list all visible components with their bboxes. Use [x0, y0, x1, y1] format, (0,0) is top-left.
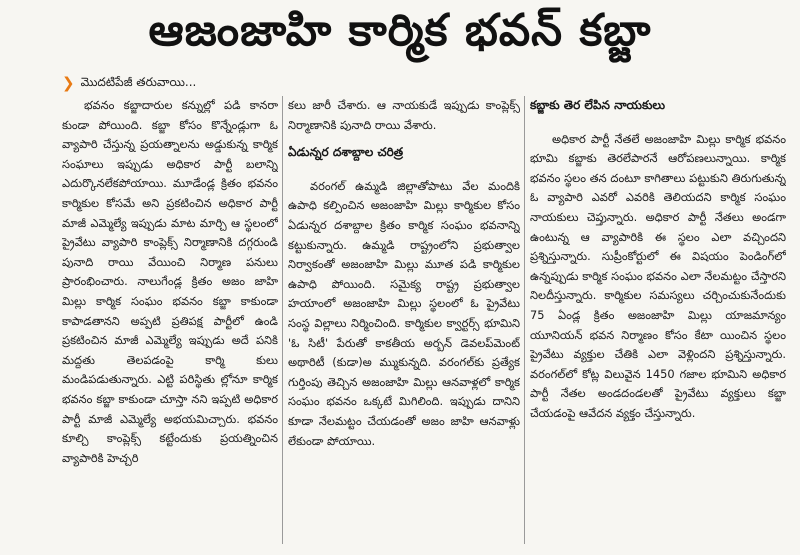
column-2	[288, 96, 520, 548]
col1-paragraph: భవనం కబ్జాదారుల కన్నుల్లో పడి కానరా కుండా పోయింది. కబ్జా కోసం కొన్నేండ్లుగా ఓ వ్యాపారి చేస్తున్న ప్రయత్నాలను అడ్డుకున్న కార్మిక సంఘాలు ఇప్పుడు అధికార పార్టీ బలాన్ని ఎదుర్కొనలేకపోయాయి. మూడేండ్ల క్రితం భవనం కార్మికుల కోసమే అని ప్రకటించిన అధికార పార్టీ మాజీ ఎమ్మెల్యే ఇప్పుడు మాట మార్చి ఆ స్థలంలో ప్రైవేటు వ్యాపారి కాంప్లెక్స్ నిర్మాణానికి దగ్గరుండి పునాది రాయి వేయించి నిర్మాణ పనులు ప్రారంభించారు. నాలుగేండ్ల క్రితం అజం జాహి మిల్లు కార్మిక సంఘం భవనం కబ్జా కాకుండా కాపాడతానని అప్పటి ప్రతిపక్ష పార్టీలో ఉండి ప్రకటించిన మాజీ ఎమ్మెల్యే ఇప్పుడు అదే పనికి మద్దతు తెలపడంపై కార్మి కులు మండిపడుతున్నారు. ఎట్టి పరిస్థితు ల్లోనూ కార్మిక భవనం కబ్జా కాకుండా చూస్తా నని ఇప్పటి అధికార పార్టీ మాజీ ఎమ్మెల్యే అభయమిచ్చారు. భవనం కూల్చి కాంప్లెక్స్ కట్టేందుకు ప్రయత్నించిన వ్యాపారికి హెచ్చరి	[62, 98, 278, 465]
col3-paragraph: అధికార పార్టీ నేతలే అజంజాహి మిల్లు కార్మిక భవనం భూమి కబ్జాకు తెరలేపారనే ఆరోపణలున్నాయి. కార్మిక భవనం స్థలం తన దంటూ కాగితాలు పట్టుకుని తిరుగుతున్న ఓ వ్యాపారి ఎవరో ఎవరికి తెలియదని కార్మిక సంఘం నాయకులు చెప్తున్నారు. అధికార పార్టీ నేతలు అండగా ఉంటున్న ఆ వ్యాపారికి ఈ స్థలం ఎలా వచ్చిందని ప్రశ్నిస్తున్నారు. సుప్రీంకోర్టులో ఈ విషయం పెండింగ్‌లో ఉన్నప్పుడు కార్మిక సంఘం భవనం ఎలా నేలమట్టం చేస్తారని నిలదీస్తున్నారు. కార్మికుల సమస్యలు చర్చించుకునేందుకు 75 ఏండ్ల క్రితం అజంజాహి మిల్లు యాజమాన్యం యూనియన్ భవన నిర్మాణం కోసం కేటా యించిన స్థలం ప్రైవేటు వ్యక్తుల చేతికి ఎలా వెళ్లిందని ప్రశ్నిస్తున్నారు. వరంగల్‌లో కోట్ల విలువైన 1450 గజాల భూమిని అధికార పార్టీ నేతల అండదండలతో ప్రైవేటు వ్యక్తులు కబ్జా చేయడంపై ఆవేదన వ్యక్తం చేస్తున్నారు.	[530, 131, 786, 420]
chevron-right-icon: ❯	[62, 74, 75, 92]
kicker-text: మొదటిపేజీ తరువాయి...	[80, 74, 197, 89]
col2-subhead: ఏడున్నర దశాబ్దాల చరిత్ర	[288, 145, 404, 160]
column-divider-2	[524, 96, 525, 544]
col2-paragraph-top: కలు జారీ చేశారు. ఆ నాయకుడే ఇప్పుడు కాంప్లెక్స్ నిర్మాణానికి పునాది రాయి వేశారు.	[288, 98, 520, 132]
column-divider-1	[282, 96, 283, 544]
kicker	[62, 74, 196, 92]
column-1	[62, 96, 278, 548]
col2-paragraph: వరంగల్ ఉమ్మడి జిల్లాతోపాటు వేల మందికి ఉపాధి కల్పించిన అజంజాహి మిల్లు కార్మికుల కోసం ఏడున్నర దశాబ్దాల క్రితం కార్మిక సంఘం భవనాన్ని కట్టుకున్నారు. ఉమ్మడి రాష్ట్రంలోని ప్రభుత్వాల నిర్వాకంతో అజంజాహి మిల్లు మూత పడి కార్మికుల ఉపాధి పోయింది. సమైక్య రాష్ట్ర ప్రభుత్వాల హయాంలో అజంజాహి మిల్లు స్థలంలో ఓ ప్రైవేటు సంస్థ విల్లాలు నిర్మించింది. కార్మికుల క్వార్టర్స్ భూమిని 'ఓ సిటీ' పేరుతో కాకతీయ అర్బన్ డెవలప్‌మెంట్ అథారిటీ (కుడా)అ మ్ముకున్నది. వరంగల్‌కు ప్రత్యేక గుర్తింపు తెచ్చిన అజంజాహి మిల్లు ఆనవాళ్లలో కార్మిక సంఘం భవనం ఒక్కటే మిగిలింది. ఇప్పుడు దానిని కూడా నేలమట్టం చేయడంతో అజం జాహి ఆనవాళ్లు లేకుండా పోయాయి.	[288, 178, 520, 448]
headline: ఆజంజాహి కార్మిక భవన్ కబ్జా	[148, 5, 652, 56]
column-3	[530, 96, 786, 548]
col3-subhead: కబ్జాకు తెర లేపిన నాయకులు	[530, 98, 666, 112]
